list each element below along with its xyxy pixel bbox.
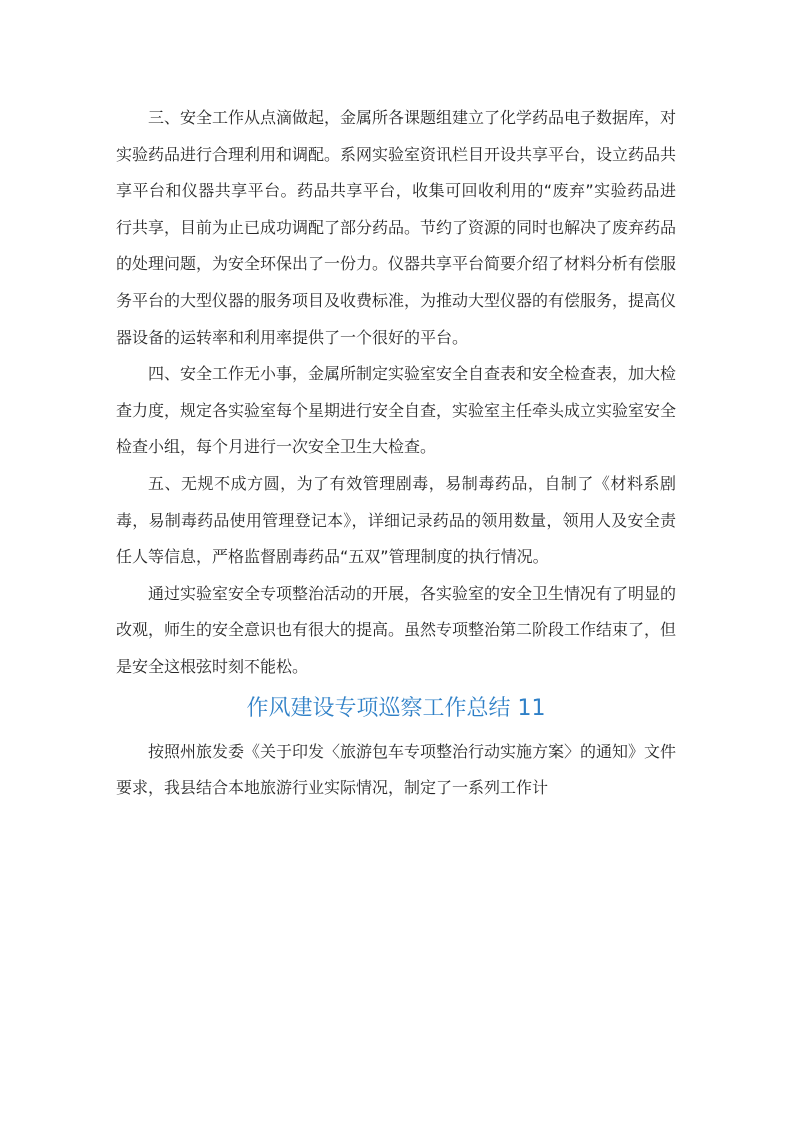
- paragraph-tour-bus: 按照州旅发委《关于印发〈旅游包车专项整治行动实施方案〉的通知》文件要求，我县结合本地旅游行业实际情况，制定了一系列工作计: [116, 741, 677, 798]
- paragraph-summary: 通过实验室安全专项整治活动的开展，各实验室的安全卫生情况有了明显的改观，师生的安全意识也有很大的提高。虽然专项整治第二阶段工作结束了，但是安全这根弦时刻不能松。: [116, 583, 677, 676]
- document-body: [116, 100, 676, 807]
- paragraph-safety-database: 三、安全工作从点滴做起，金属所各课题组建立了化学药品电子数据库，对实验药品进行合理利用和调配。系网实验室资讯栏目开设共享平台，设立药品共享平台和仪器共享平台。药品共享平台，收集可回收利用的“废弃”实验药品进行共享，目前为止已成功调配了部分药品。节约了资源的同时也解决了废弃药品的处理问题，为安全环保出了一份力。仪器共享平台简要介绍了材料分析有偿服务平台的大型仪器的服务项目及收费标准，为推动大型仪器的有偿服务，提高仪器设备的运转率和利用率提供了一个很好的平台。: [116, 108, 677, 347]
- paragraph-toxic-management: 五、无规不成方圆，为了有效管理剧毒，易制毒药品，自制了《材料系剧毒，易制毒药品使用管理登记本》，详细记录药品的领用数量，领用人及安全责任人等信息，严格监督剧毒药品“五双”管理制度的执行情况。: [116, 473, 676, 567]
- paragraph-safety-inspection: 四、安全工作无小事，金属所制定实验室安全自查表和安全检查表，加大检查力度，规定各实验室每个星期进行安全自查，实验室主任牵头成立实验室安全检查小组，每个月进行一次安全卫生大检查。: [116, 364, 677, 457]
- section-heading: 作风建设专项巡察工作总结 11: [246, 695, 546, 721]
